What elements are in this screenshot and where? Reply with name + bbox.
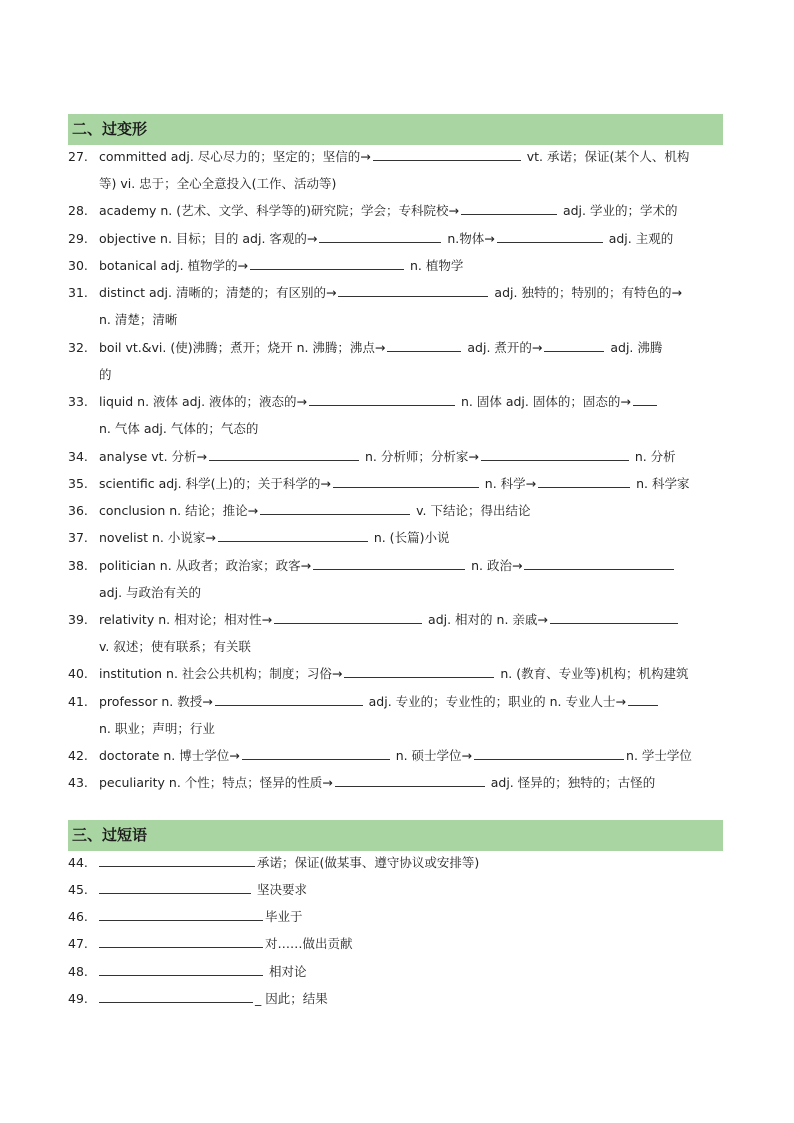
item-text: n.物体→ bbox=[443, 231, 495, 246]
item-number: 27. bbox=[68, 149, 88, 164]
answer-blank[interactable] bbox=[544, 337, 604, 352]
list-item-46 bbox=[68, 903, 724, 930]
item-number: 44. bbox=[68, 855, 88, 870]
list-item-47 bbox=[68, 930, 724, 957]
item-number: 31. bbox=[68, 285, 88, 300]
item-text: adj. 相对的 n. 亲戚→ bbox=[424, 612, 548, 627]
item-text: politician n. 从政者；政治家；政客→ bbox=[99, 558, 312, 573]
item-number: 35. bbox=[68, 476, 88, 491]
item-number: 42. bbox=[68, 748, 88, 763]
section-header-transformations: 二、过变形 bbox=[68, 114, 723, 145]
item-text: n. 植物学 bbox=[406, 258, 464, 273]
list-item-31-continuation: n. 清楚；清晰 bbox=[99, 312, 178, 327]
item-text: 承诺；保证(做某事、遵守协议或安排等) bbox=[257, 855, 480, 870]
answer-blank[interactable] bbox=[344, 663, 494, 678]
list-item-29 bbox=[68, 225, 724, 252]
section-header-phrases: 三、过短语 bbox=[68, 820, 723, 851]
answer-blank[interactable] bbox=[309, 391, 455, 406]
answer-blank[interactable] bbox=[538, 473, 630, 488]
item-text: peculiarity n. 个性；特点；怪异的性质→ bbox=[99, 775, 333, 790]
item-text: adj. 主观的 bbox=[604, 231, 674, 246]
answer-blank[interactable] bbox=[215, 691, 363, 706]
item-text: objective n. 目标；目的 adj. 客观的→ bbox=[99, 231, 318, 246]
answer-blank[interactable] bbox=[274, 609, 422, 624]
list-item-35 bbox=[68, 470, 724, 497]
item-text: adj. 沸腾 bbox=[606, 340, 663, 355]
list-item-27 bbox=[68, 143, 724, 170]
answer-blank[interactable] bbox=[524, 555, 674, 570]
item-number: 40. bbox=[68, 666, 88, 681]
answer-blank[interactable] bbox=[550, 609, 678, 624]
item-text: distinct adj. 清晰的；清楚的；有区别的→ bbox=[99, 285, 337, 300]
item-text: n. 固体 adj. 固体的；固态的→ bbox=[457, 394, 631, 409]
item-text: adj. 煮开的→ bbox=[463, 340, 543, 355]
item-number: 33. bbox=[68, 394, 88, 409]
item-text: doctorate n. 博士学位→ bbox=[99, 748, 240, 763]
list-item-27-continuation: 等) vi. 忠于；全心全意投入(工作、活动等) bbox=[99, 176, 337, 191]
answer-blank[interactable] bbox=[338, 282, 488, 297]
answer-blank[interactable] bbox=[99, 961, 263, 976]
answer-blank[interactable] bbox=[250, 255, 404, 270]
answer-blank[interactable] bbox=[461, 200, 557, 215]
answer-blank[interactable] bbox=[99, 933, 263, 948]
answer-blank[interactable] bbox=[633, 391, 657, 406]
item-number: 30. bbox=[68, 258, 88, 273]
list-item-42 bbox=[68, 742, 724, 769]
item-text: adj. 学业的；学术的 bbox=[558, 203, 678, 218]
item-text: v. 下结论；得出结论 bbox=[412, 503, 531, 518]
item-number: 43. bbox=[68, 775, 88, 790]
list-item-30 bbox=[68, 252, 724, 279]
item-text: n. 科学家 bbox=[632, 476, 690, 491]
item-text: n. 分析 bbox=[630, 449, 676, 464]
answer-blank[interactable] bbox=[319, 228, 441, 243]
item-number: 34. bbox=[68, 449, 88, 464]
item-text: academy n. (艺术、文学、科学等的)研究院；学会；专科院校→ bbox=[99, 203, 459, 218]
item-number: 32. bbox=[68, 340, 88, 355]
item-text: committed adj. 尽心尽力的；坚定的；坚信的→ bbox=[99, 149, 371, 164]
list-item-38 bbox=[68, 552, 724, 579]
item-text: 相对论 bbox=[265, 964, 307, 979]
item-number: 45. bbox=[68, 882, 88, 897]
list-item-39 bbox=[68, 606, 724, 633]
answer-blank[interactable] bbox=[387, 337, 461, 352]
answer-blank[interactable] bbox=[333, 473, 479, 488]
item-text: novelist n. 小说家→ bbox=[99, 530, 216, 545]
answer-blank[interactable] bbox=[335, 772, 485, 787]
answer-blank[interactable] bbox=[313, 555, 465, 570]
list-item-36 bbox=[68, 497, 724, 524]
item-text: n. 学士学位 bbox=[626, 748, 692, 763]
item-text: institution n. 社会公共机构；制度；习俗→ bbox=[99, 666, 343, 681]
list-item-32 bbox=[68, 334, 724, 361]
list-item-34 bbox=[68, 443, 724, 470]
item-number: 29. bbox=[68, 231, 88, 246]
list-item-45 bbox=[68, 876, 724, 903]
item-text: n. 分析师；分析家→ bbox=[361, 449, 479, 464]
answer-blank[interactable] bbox=[260, 500, 410, 515]
item-number: 48. bbox=[68, 964, 88, 979]
item-text: vt. 承诺；保证(某个人、机构 bbox=[522, 149, 690, 164]
item-number: 41. bbox=[68, 694, 88, 709]
item-text: adj. 怪异的；独特的；古怪的 bbox=[486, 775, 656, 790]
item-text: relativity n. 相对论；相对性→ bbox=[99, 612, 273, 627]
list-item-44 bbox=[68, 849, 724, 876]
item-text: professor n. 教授→ bbox=[99, 694, 213, 709]
item-text: n. 硕士学位→ bbox=[391, 748, 473, 763]
item-text: 对……做出贡献 bbox=[265, 936, 353, 951]
list-item-43 bbox=[68, 769, 724, 796]
list-item-41 bbox=[68, 688, 724, 715]
list-item-40 bbox=[68, 660, 724, 687]
item-number: 47. bbox=[68, 936, 88, 951]
list-item-38-continuation: adj. 与政治有关的 bbox=[99, 585, 202, 600]
item-number: 38. bbox=[68, 558, 88, 573]
item-text: scientific adj. 科学(上)的；关于科学的→ bbox=[99, 476, 331, 491]
item-number: 49. bbox=[68, 991, 88, 1006]
answer-blank[interactable] bbox=[99, 988, 253, 1003]
list-item-37 bbox=[68, 524, 724, 551]
item-text: _ 因此；结果 bbox=[255, 991, 328, 1006]
list-item-33 bbox=[68, 388, 724, 415]
item-number: 39. bbox=[68, 612, 88, 627]
list-item-39-continuation: v. 叙述；使有联系；有关联 bbox=[99, 639, 251, 654]
item-text: analyse vt. 分析→ bbox=[99, 449, 208, 464]
item-text: n. (长篇)小说 bbox=[369, 530, 450, 545]
item-text: n. (教育、专业等)机构；机构建筑 bbox=[496, 666, 689, 681]
answer-blank[interactable] bbox=[481, 446, 629, 461]
item-text: adj. 专业的；专业性的；职业的 n. 专业人士→ bbox=[364, 694, 626, 709]
list-item-48 bbox=[68, 958, 724, 985]
list-item-31 bbox=[68, 279, 724, 306]
answer-blank[interactable] bbox=[218, 527, 368, 542]
list-item-32-continuation: 的 bbox=[99, 367, 112, 382]
item-text: botanical adj. 植物学的→ bbox=[99, 258, 249, 273]
item-number: 46. bbox=[68, 909, 88, 924]
item-text: conclusion n. 结论；推论→ bbox=[99, 503, 259, 518]
item-text: 毕业于 bbox=[265, 909, 303, 924]
list-item-33-continuation: n. 气体 adj. 气体的；气态的 bbox=[99, 421, 259, 436]
answer-blank[interactable] bbox=[474, 745, 624, 760]
list-item-28 bbox=[68, 197, 724, 224]
item-number: 37. bbox=[68, 530, 88, 545]
item-text: adj. 独特的；特别的；有特色的→ bbox=[490, 285, 682, 300]
item-text: n. 科学→ bbox=[480, 476, 537, 491]
item-text: n. 政治→ bbox=[467, 558, 523, 573]
item-number: 36. bbox=[68, 503, 88, 518]
list-item-49 bbox=[68, 985, 724, 1012]
answer-blank[interactable] bbox=[99, 852, 255, 867]
answer-blank[interactable] bbox=[628, 691, 658, 706]
item-text: 坚决要求 bbox=[253, 882, 307, 897]
answer-blank[interactable] bbox=[209, 446, 359, 461]
answer-blank[interactable] bbox=[373, 146, 521, 161]
answer-blank[interactable] bbox=[497, 228, 603, 243]
item-text: boil vt.&vi. (使)沸腾；煮开；烧开 n. 沸腾；沸点→ bbox=[99, 340, 386, 355]
answer-blank[interactable] bbox=[99, 879, 251, 894]
item-text: liquid n. 液体 adj. 液体的；液态的→ bbox=[99, 394, 308, 409]
answer-blank[interactable] bbox=[99, 906, 263, 921]
answer-blank[interactable] bbox=[242, 745, 390, 760]
item-number: 28. bbox=[68, 203, 88, 218]
list-item-41-continuation: n. 职业；声明；行业 bbox=[99, 721, 215, 736]
